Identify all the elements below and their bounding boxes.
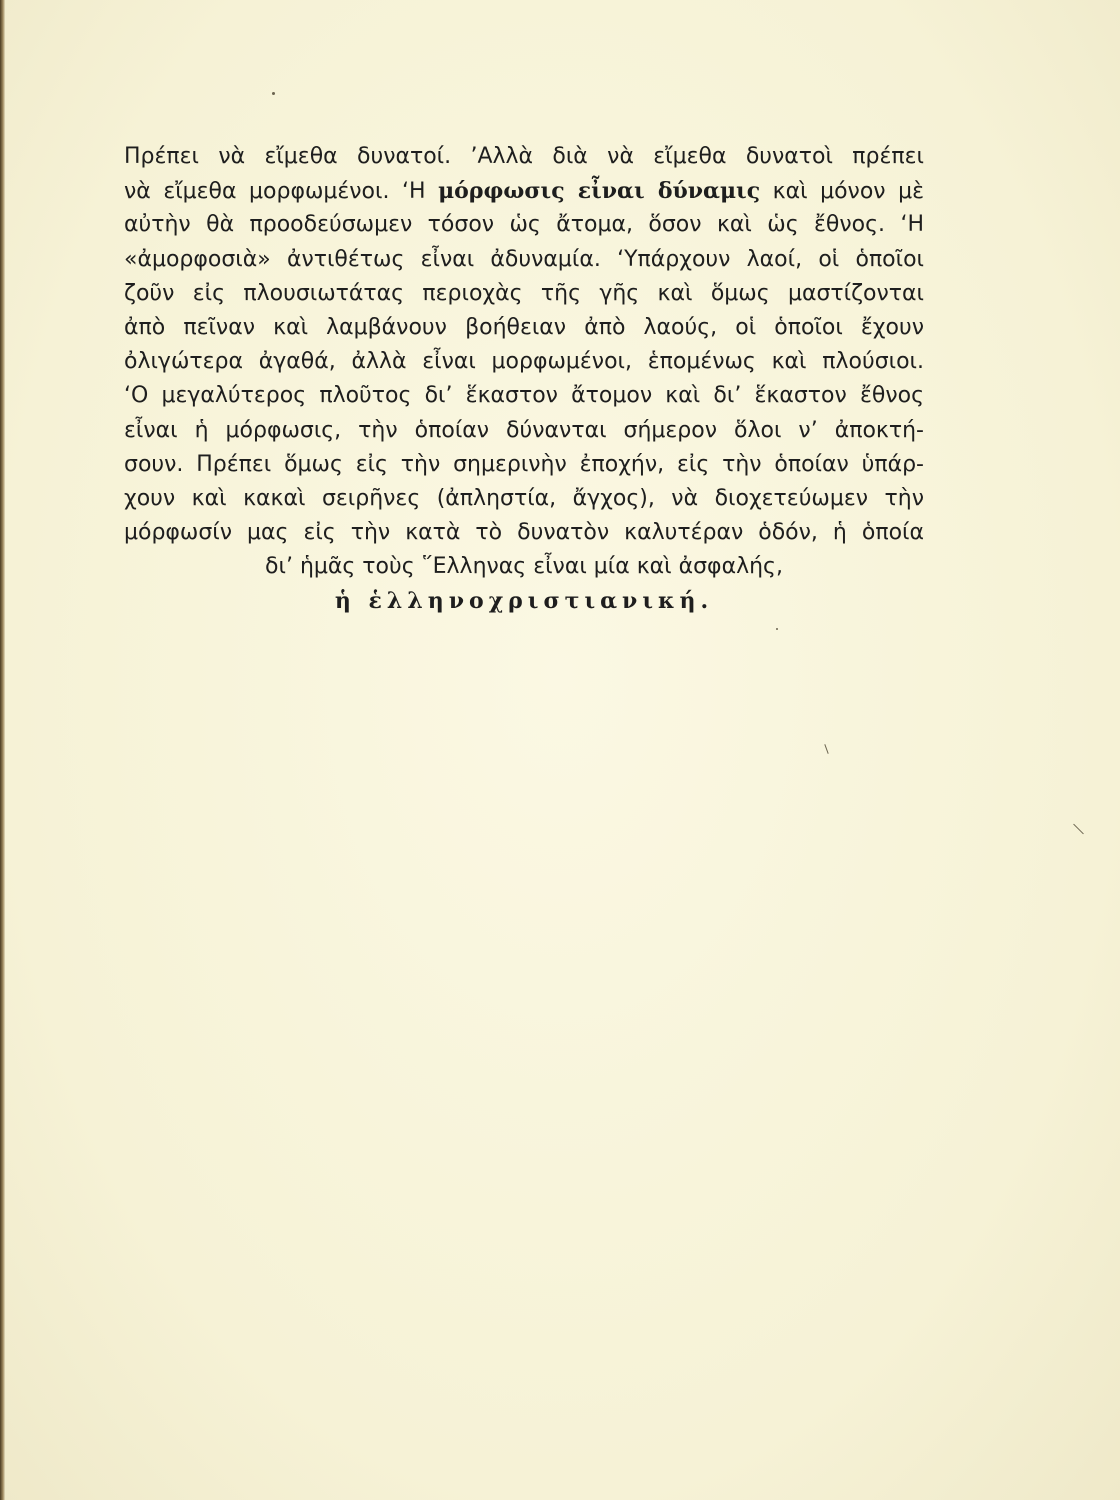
text-line: μόρφωσίν μας εἰς τὴν κατὰ τὸ δυνατὸν καλυτέραν ὁδόν, ἡ ὁποία <box>124 520 924 546</box>
text-line: αὐτὴν θὰ προοδεύσωμεν τόσον ὡς ἄτομα, ὅσον καὶ ὡς ἔθνος. ‘Η <box>124 212 924 238</box>
page-binding-edge <box>0 0 5 1500</box>
text-line: εἶναι ἡ μόρφωσις, τὴν ὁποίαν δύνανται σήμερον ὅλοι ν’ ἀποκτή- <box>124 417 924 443</box>
paper-speck <box>1073 824 1084 835</box>
closing-phrase: ἡ ἑλληνοχριστιανική. <box>334 588 714 615</box>
paper-speck <box>776 628 778 630</box>
text-line: δι’ ἡμᾶς τοὺς ῞Ελληνας εἶναι μία καὶ ἀσφαλής, <box>265 554 783 580</box>
text-line <box>124 174 924 208</box>
text-line: σουν. Πρέπει ὅμως εἰς τὴν σημερινὴν ἐποχήν, εἰς τὴν ὁποίαν ὑπάρ- <box>124 451 924 477</box>
text-line: χουν καὶ κακαὶ σειρῆνες (ἀπληστία, ἄγχος), νὰ διοχετεύωμεν τὴν <box>124 485 924 511</box>
text-line: Πρέπει νὰ εἴμεθα δυνατοί. ’Αλλὰ διὰ νὰ εἴμεθα δυνατοὶ πρέπει <box>124 144 924 169</box>
text-fragment: νὰ εἴμεθα μορφωμένοι. ‘Η <box>124 179 426 205</box>
text-fragment: καὶ μόνον μὲ <box>772 179 924 205</box>
text-line: ὀλιγώτερα ἀγαθά, ἀλλὰ εἶναι μορφωμένοι, ἑπομένως καὶ πλούσιοι. <box>124 349 924 375</box>
paper-speck <box>824 744 828 754</box>
text-line: «ἀμορφοσιὰ» ἀντιθέτως εἶναι ἀδυναμία. ‘Υπάρχουν λαοί, οἱ ὁποῖοι <box>124 246 924 272</box>
text-line: ἀπὸ πεῖναν καὶ λαμβάνουν βοήθειαν ἀπὸ λαούς, οἱ ὁποῖοι ἔχουν <box>124 314 924 340</box>
paper-speck <box>272 92 275 95</box>
text-line: ζοῦν εἰς πλουσιωτάτας περιοχὰς τῆς γῆς καὶ ὅμως μαστίζονται <box>124 280 924 306</box>
text-line: ‘Ο μεγαλύτερος πλοῦτος δι’ ἕκαστον ἄτομον καὶ δι’ ἕκαστον ἔθνος <box>124 383 924 409</box>
body-paragraph <box>124 140 924 619</box>
emphasized-phrase: μόρφωσις εἶναι δύναμις <box>438 178 761 205</box>
